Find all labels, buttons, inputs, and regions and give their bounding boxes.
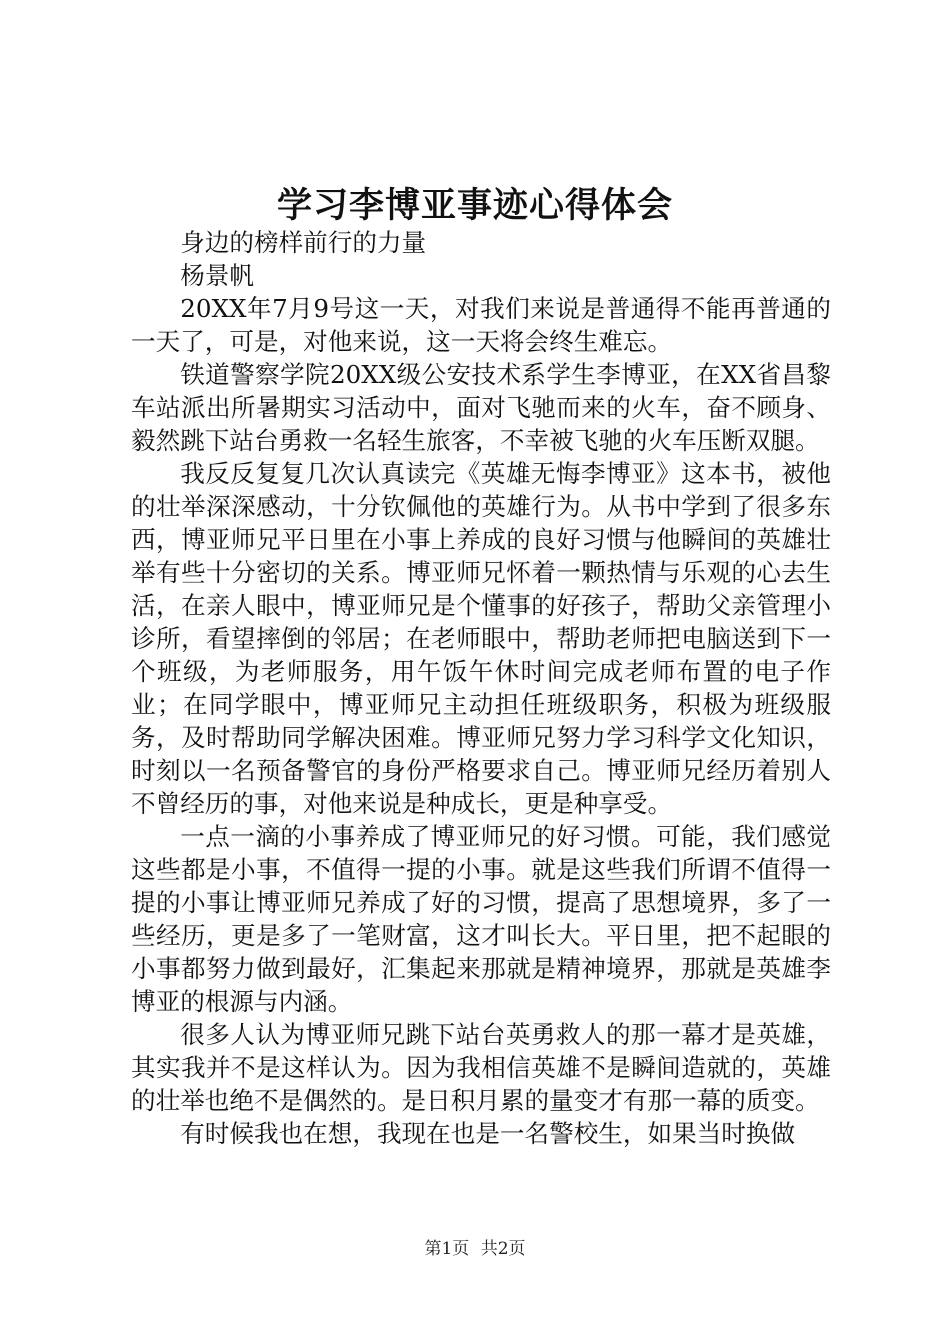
- body-paragraph: 一点一滴的小事养成了博亚师兄的好习惯。可能，我们感觉这些都是小事，不值得一提的小事。就是这些我们所谓不值得一提的小事让博亚师兄养成了好的习惯，提高了思想境界，多了一些经历，更是多了一笔财富，这才叫长大。平日里，把不起眼的小事都努力做到最好，汇集起来那就是精神境界，那就是英雄李博亚的根源与内涵。: [131, 822, 831, 1016]
- document-body: [131, 226, 831, 1150]
- page-footer: [0, 1237, 950, 1261]
- body-paragraph: 很多人认为博亚师兄跳下站台英勇救人的那一幕才是英雄，其实我并不是这样认为。因为我相信英雄不是瞬间造就的，英雄的壮举也绝不是偶然的。是日积月累的量变才有那一幕的质变。: [131, 1020, 831, 1115]
- body-paragraph: 铁道警察学院20XX级公安技术系学生李博亚，在XX省昌黎车站派出所暑期实习活动中，面对飞驰而来的火车，奋不顾身、毅然跳下站台勇救一名轻生旅客，不幸被飞驰的火车压断双腿。: [131, 360, 831, 455]
- body-paragraph: 有时候我也在想，我现在也是一名警校生，如果当时换做: [180, 1119, 796, 1148]
- body-paragraph: 20XX年7月9号这一天，对我们来说是普通得不能再普通的一天了，可是，对他来说，这一天将会终生难忘。: [131, 294, 831, 356]
- page-number: 第1页: [424, 1239, 470, 1259]
- document-title: 学习李博亚事迹心得体会: [276, 185, 673, 226]
- subtitle-paragraph: 身边的榜样前行的力量: [180, 228, 427, 257]
- page-total: 共2页: [480, 1239, 526, 1259]
- body-paragraph: 我反反复复几次认真读完《英雄无悔李博亚》这本书，被他的壮举深深感动，十分钦佩他的英雄行为。从书中学到了很多东西，博亚师兄平日里在小事上养成的良好习惯与他瞬间的英雄壮举有些十分密切的关系。博亚师兄怀着一颗热情与乐观的心去生活，在亲人眼中，博亚师兄是个懂事的好孩子，帮助父亲管理小诊所，看望摔倒的邻居；在老师眼中，帮助老师把电脑送到下一个班级，为老师服务，用午饭午休时间完成老师布置的电子作业；在同学眼中，博亚师兄主动担任班级职务，积极为班级服务，及时帮助同学解决困难。博亚师兄努力学习科学文化知识，时刻以一名预备警官的身份严格要求自己。博亚师兄经历着别人不曾经历的事，对他来说是种成长，更是种享受。: [131, 459, 831, 818]
- author-paragraph: 杨景帆: [180, 261, 254, 290]
